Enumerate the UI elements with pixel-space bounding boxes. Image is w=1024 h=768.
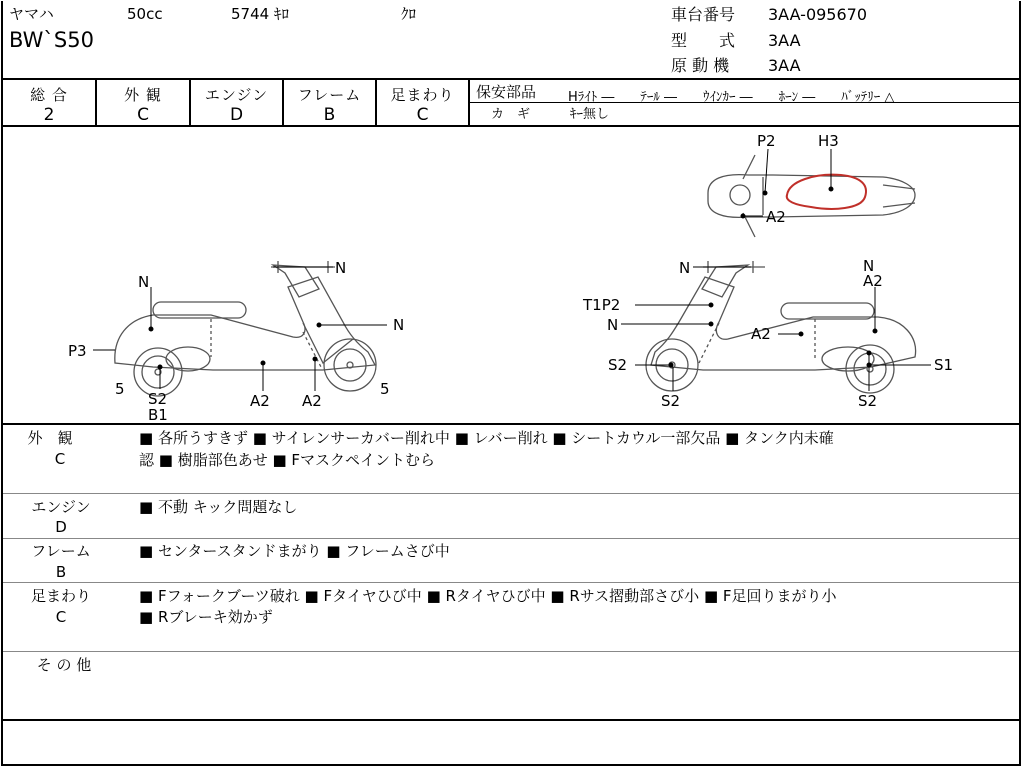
grade-overall: [3, 80, 97, 125]
damage-code: S2: [661, 392, 681, 410]
damage-code: A2: [766, 208, 786, 226]
grade-frame: [284, 80, 377, 125]
remark-text: 認 ■ 樹脂部色あせ ■ Fマスクペイントむら: [139, 451, 436, 469]
remark-text: ■ Fフォークブーツ破れ ■ Fタイヤひび中 ■ Rタイヤひび中 ■ Rサス摺動部さび小 ■ F足回りまがり小: [139, 587, 837, 605]
damage-code: 5: [380, 380, 390, 398]
remark-divider: [3, 651, 1019, 652]
frame-no-label: 車台番号: [671, 5, 736, 24]
callout-lines: [93, 149, 931, 391]
key-label: カ ギ: [491, 107, 531, 122]
remark-text: ■ Rブレーキ効かず: [139, 608, 273, 626]
engine-label: 原 動 機: [671, 56, 730, 75]
remark-label-frame: フレーム: [31, 542, 91, 560]
damage-code: B1: [148, 406, 168, 424]
damage-code: S2: [858, 392, 878, 410]
grade-label: 外 観: [124, 86, 162, 104]
type-label: 型 式: [671, 31, 736, 50]
type-value: 3AA: [768, 31, 801, 50]
remark-text: ■ センタースタンドまがり ■ フレームさび中: [139, 542, 450, 560]
safety-items: Hﾗｲﾄ ― ﾃｰﾙ ― ｳｲﾝｶｰ ― ﾎｰﾝ ― ﾊﾞｯﾃﾘｰ △: [568, 90, 895, 105]
damage-diagram: [3, 127, 1019, 425]
remark-grade-frame: B: [55, 563, 67, 581]
remark-text: ■ 各所うすきず ■ サイレンサーカバー削れ中 ■ レバー削れ ■ シートカウル一部欠品 ■ タンク内未確: [139, 429, 834, 447]
damage-code: S2: [608, 356, 628, 374]
damage-code: P3: [68, 342, 87, 360]
damage-code: A2: [863, 272, 883, 290]
grade-label: フレーム: [297, 86, 362, 104]
damage-code: N: [138, 273, 150, 291]
remark-label-engine: エンジン: [31, 498, 91, 516]
color: ｸﾛ: [401, 5, 417, 23]
key-value: ｷｰ無し: [570, 107, 610, 122]
damage-code: N: [335, 259, 347, 277]
engine-value: 3AA: [768, 56, 801, 75]
remark-label-suspension: 足まわり: [30, 587, 91, 605]
model-name: BW`S50: [9, 28, 94, 52]
grade-label: エンジン: [204, 86, 269, 104]
damage-code: H3: [818, 132, 839, 150]
grade-value: 2: [43, 105, 55, 125]
grade-exterior: [97, 80, 191, 125]
left-side-view: [115, 261, 376, 396]
damage-code: S2: [148, 390, 168, 408]
damage-code: N: [679, 259, 691, 277]
damage-code: N: [393, 316, 405, 334]
remark-grade-suspension: C: [55, 608, 67, 626]
grade-value: D: [229, 105, 244, 125]
damage-code: N: [607, 316, 619, 334]
damage-code: A2: [302, 392, 322, 410]
remark-text: ■ 不動 キック問題なし: [139, 498, 298, 516]
damage-code: A2: [751, 325, 771, 343]
mileage: 5744 ｷﾛ: [231, 5, 289, 23]
remark-bottom-line: [3, 719, 1019, 721]
inspection-sheet: [1, 1, 1021, 766]
grade-label: 総 合: [30, 86, 68, 104]
maker: ヤマハ: [9, 5, 54, 23]
remark-grade-engine: D: [55, 518, 67, 536]
remark-divider: [3, 582, 1019, 583]
frame-no: 3AA-095670: [768, 5, 868, 24]
grade-value: B: [323, 105, 336, 125]
damage-code: A2: [250, 392, 270, 410]
damage-code: T1P2: [583, 296, 621, 314]
grade-value: C: [137, 105, 149, 125]
grade-table: [3, 78, 1019, 127]
safety-label: 保安部品: [476, 83, 537, 101]
remark-grade-exterior: C: [54, 450, 66, 468]
grade-value: C: [416, 105, 429, 125]
grade-label: 足まわり: [390, 86, 455, 104]
damage-code: S1: [934, 356, 954, 374]
remark-label-other: そ の 他: [36, 656, 92, 674]
grade-engine: [191, 80, 284, 125]
remark-label-exterior: 外 観: [27, 429, 73, 447]
displacement: 50cc: [127, 5, 163, 23]
remark-divider: [3, 538, 1019, 539]
grade-suspension: [377, 80, 470, 125]
damage-code: N: [863, 257, 875, 275]
top-view: [708, 155, 915, 237]
damage-code: 5: [115, 380, 125, 398]
remark-divider: [3, 493, 1019, 494]
damage-code: P2: [757, 132, 776, 150]
damage-mark-h3: [787, 175, 866, 209]
